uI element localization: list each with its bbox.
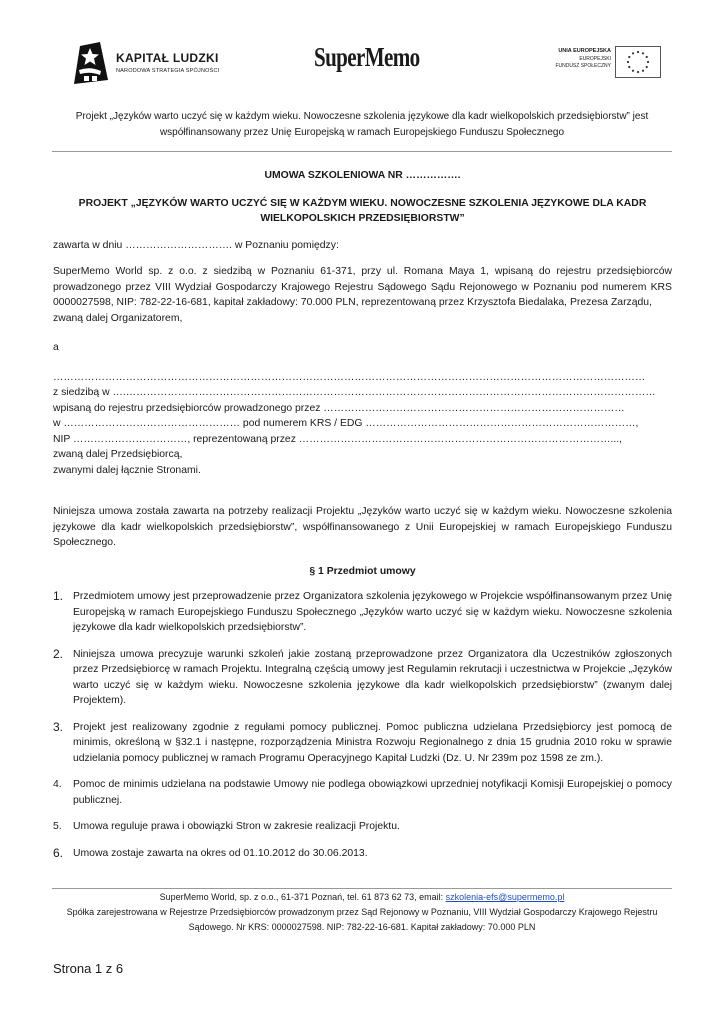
list-item-text: Przedmiotem umowy jest przeprowadzenie przez Organizatora szkolenia językowego w Projekcie współfinansowanym przez Unię Europejską w ramach Europejskiego Funduszu Społecznego „Języków warto uczyć się w każdym wieku. Nowoczesne szkolenia językowe dla kadr wielkopolskich przedsiębiorstw”. xyxy=(73,591,672,633)
list-item-number: 4. xyxy=(53,779,62,790)
contract-title: UMOWA SZKOLENIOWA NR ……………. xyxy=(264,170,461,181)
kapital-ludzki-title: KAPITAŁ LUDZKI xyxy=(116,51,219,65)
contract-date-line: zawarta w dniu …………………………. w Poznaniu pomiędzy: xyxy=(53,239,339,251)
list-item-text: Projekt jest realizowany zgodnie z regułami pomocy publicznej. Pomoc publiczna udzielana Przedsiębiorcy jest pomocą de minimis, określoną w §32.1 i następne, rozporządzenia Ministra Rozwoju Regionalnego z dnia 15 grudnia 2010 roku w sprawie udzielania pomocy publicznej w ramach Programu Operacyjnego Kapitał Ludzki (Dz. U. Nr 239m poz 1598 ze zm.). xyxy=(73,721,672,764)
list-item xyxy=(53,647,672,709)
header-divider xyxy=(52,151,672,152)
footer-contact-text: SuperMemo World, sp. z o.o., 61-371 Poznań, tel. 61 873 62 73, email: xyxy=(159,892,446,902)
list-item-number: 1. xyxy=(53,589,64,603)
contract-body xyxy=(53,168,672,861)
footer-contact-line xyxy=(52,890,672,905)
entrepreneur-krs-line[interactable]: w …………………………………………… pod numerem KRS / EDG ……………………………………………………………………, xyxy=(53,418,639,429)
document-footer xyxy=(52,890,672,935)
list-item-number: 3. xyxy=(53,719,64,734)
entrepreneur-name-line[interactable]: ……………………………………………………………………………………………………………………………………………………… xyxy=(53,371,646,383)
organizer-paragraph: SuperMemo World sp. z o.o. z siedzibą w Poznaniu 61-371, przy ul. Romana Maya 1, wpisaną do rejestru przedsiębiorców prowadzonego przez VIII Wydział Gospodarczy Krajowego Rejestru Sądowego Sądu Rejonowego w Poznaniu pod numerem KRS 0000027598, NIP: 782-22-16-681, kapitał zakładowy: 70.000 PLN, reprezentowaną przez Krzysztofa Biedalaka, Prezesa Zarządu, xyxy=(53,266,672,308)
project-cofinancing-note: Projekt „Języków warto uczyć się w każdym wieku. Nowoczesne szkolenia językowe dla kadr wielkopolskich przedsiębiorstw” jest współfinansowany przez Unię Europejską w ramach Europejskiego Funduszu Społecznego xyxy=(75,111,649,138)
footer-registry-line: Spółka zarejestrowana w Rejestrze Przedsiębiorców prowadzonym przez Sąd Rejonowy w Poznaniu, VIII Wydział Gospodarczy Krajowego Rejestru Sądowego. Nr KRS: 0000027598. NIP: 782-22-16-681. Kapitał zakładowy: 70.000 PLN xyxy=(66,907,658,932)
entrepreneur-registry-line[interactable]: wpisaną do rejestru przedsiębiorców prowadzonego przez …………………………………………………………………………… xyxy=(53,402,625,414)
entrepreneur-called: zwaną dalej Przedsiębiorcą, xyxy=(53,449,183,460)
list-item xyxy=(53,777,672,808)
eu-logo-line1: UNIA EUROPEJSKA xyxy=(558,48,611,54)
section-1-title: § 1 Przedmiot umowy xyxy=(309,565,416,577)
list-item-number: 2. xyxy=(53,646,64,661)
list-item-text: Umowa reguluje prawa i obowiązki Stron w zakresie realizacji Projektu. xyxy=(73,821,400,832)
list-item-number: 6. xyxy=(53,845,64,860)
list-item xyxy=(53,720,672,767)
section-1-list xyxy=(53,589,672,861)
kapital-ludzki-logo xyxy=(70,40,230,88)
eu-flag-icon xyxy=(615,46,661,78)
kapital-ludzki-emblem-icon xyxy=(70,40,112,88)
list-item xyxy=(53,846,672,862)
list-item-number: 5. xyxy=(53,821,62,832)
list-item-text: Niniejsza umowa precyzuje warunki szkoleń jakie zostaną przeprowadzone przez Organizatora dla Uczestników zgłoszonych przez Przedsiębiorcę w ramach Projektu. Integralną częścią umowy jest Regulamin rekrutacji i uczestnictwa w Projekcie „Języków warto uczyć się w każdym wieku. Nowoczesne szkolenia językowe dla kadr wielkopolskich przedsiębiorstw” (zwanym dalej Projektem). xyxy=(73,648,672,706)
entrepreneur-nip-line[interactable]: NIP ……………………………, reprezentowaną przez ………………………………………………………………………………..., xyxy=(53,433,623,445)
list-item-text: Umowa zostaje zawarta na okres od 01.10.2012 do 30.06.2013. xyxy=(73,847,368,859)
eu-logo-line3: FUNDUSZ SPOŁECZNY xyxy=(555,63,611,69)
organizer-called: zwaną dalej Organizatorem, xyxy=(53,312,183,324)
eu-logo-text xyxy=(555,48,611,71)
eu-logo xyxy=(536,46,661,80)
and-word: a xyxy=(53,342,59,353)
parties-called: zwanymi dalej łącznie Stronami. xyxy=(53,464,201,476)
eu-logo-line2: EUROPEJSKI xyxy=(579,55,611,62)
purpose-paragraph: Niniejsza umowa została zawarta na potrzeby realizacji Projektu „Języków warto uczyć się w każdym wieku. Nowoczesne szkolenia językowe dla kadr wielkopolskich przedsiębiorstw”, współfinansowanego z Unii Europejskiej w ramach Europejskiego Funduszu Społecznego. xyxy=(53,506,672,548)
list-item xyxy=(53,589,672,636)
list-item-text: Pomoc de minimis udzielana na podstawie Umowy nie podlega obowiązkowi uprzedniej notyfikacji Komisji Europejskiej o pomocy publicznej. xyxy=(73,779,672,806)
supermemo-logo: SuperMemo xyxy=(314,42,420,72)
footer-divider xyxy=(52,888,672,889)
project-title: PROJEKT „JĘZYKÓW WARTO UCZYĆ SIĘ W KAŻDYM WIEKU. NOWOCZESNE SZKOLENIA JĘZYKOWE DLA KADR WIELKOPOLSKICH PRZEDSIĘBIORSTW” xyxy=(78,197,647,224)
kapital-ludzki-subtitle: NARODOWA STRATEGIA SPÓJNOŚCI xyxy=(116,68,220,74)
page-number: Strona 1 z 6 xyxy=(53,961,124,976)
footer-email-link[interactable]: szkolenia-efs@supermemo.pl xyxy=(445,892,565,902)
entrepreneur-seat-line[interactable]: z siedzibą w ….……………………………………………………………………………………………………………………………………… xyxy=(53,387,656,398)
list-item xyxy=(53,819,672,835)
document-header xyxy=(0,0,724,138)
